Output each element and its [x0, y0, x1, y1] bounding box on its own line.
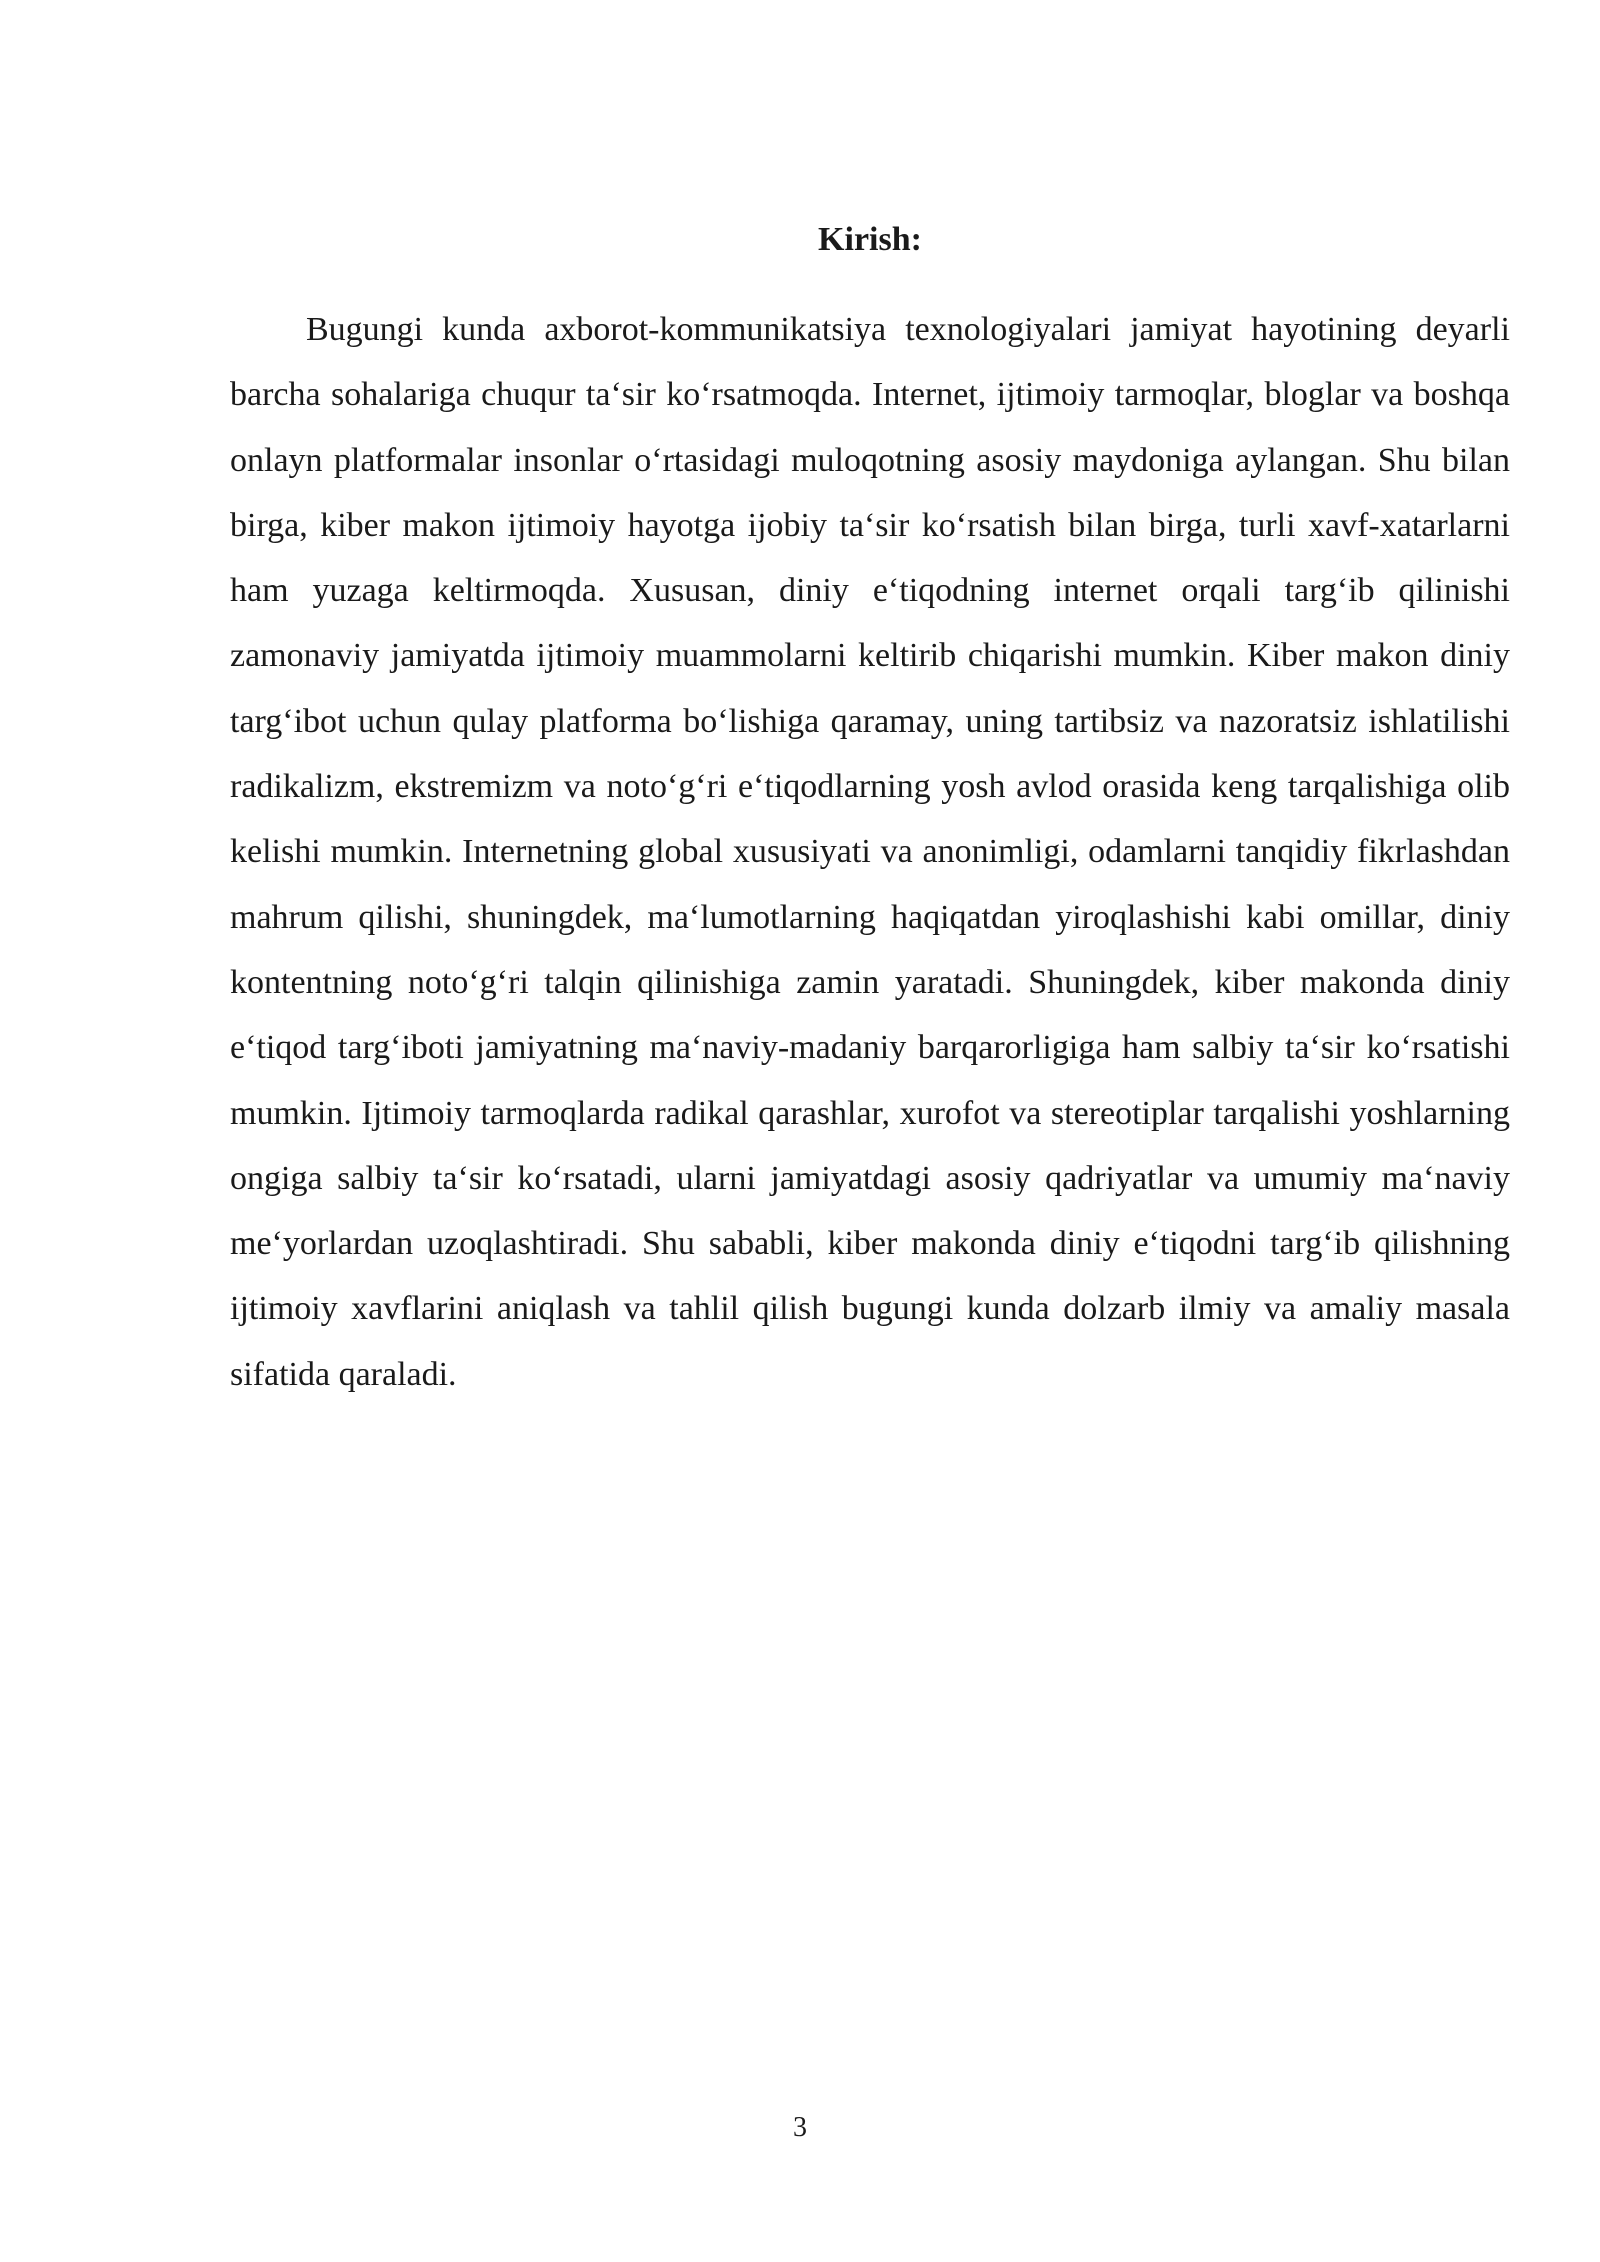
page-number: 3: [793, 2112, 807, 2143]
body-paragraph: Bugungi kunda axborot-kommunikatsiya texnologiyalari jamiyat hayotining deyarli barcha sohalariga chuqur ta‘sir ko‘rsatmoqda. Internet, ijtimoiy tarmoqlar, bloglar va boshqa onlayn platformalar insonlar o‘rtasidagi muloqotning asosiy maydoniga aylangan. Shu bilan birga, kiber makon ijtimoiy hayotga ijobiy ta‘sir ko‘rsatish bilan birga, turli xavf-xatarlarni ham yuzaga keltirmoqda. Xususan, diniy e‘tiqodning internet orqali targ‘ib qilinishi zamonaviy jamiyatda ijtimoiy muammolarni keltirib chiqarishi mumkin. Kiber makon diniy targ‘ibot uchun qulay platforma bo‘lishiga qaramay, uning tartibsiz va nazoratsiz ishlatilishi radikalizm, ekstremizm va noto‘g‘ri e‘tiqodlarning yosh avlod orasida keng tarqalishiga olib kelishi mumkin. Internetning global xususiyati va anonimligi, odamlarni tanqidiy fikrlashdan mahrum qilishi, shuningdek, ma‘lumotlarning haqiqatdan yiroqlashishi kabi omillar, diniy kontentning noto‘g‘ri talqin qilinishiga zamin yaratadi. Shuningdek, kiber makonda diniy e‘tiqod targ‘iboti jamiyatning ma‘naviy-madaniy barqarorligiga ham salbiy ta‘sir ko‘rsatishi mumkin. Ijtimoiy tarmoqlarda radikal qarashlar, xurofot va stereotiplar tarqalishi yoshlarning ongiga salbiy ta‘sir ko‘rsatadi, ularni jamiyatdagi asosiy qadriyatlar va umumiy ma‘naviy me‘yorlardan uzoqlashtiradi. Shu sababli, kiber makonda diniy e‘tiqodni targ‘ib qilishning ijtimoiy xavflarini aniqlash va tahlil qilish bugungi kunda dolzarb ilmiy va amaliy masala sifatida qaraladi.: [230, 311, 1510, 1393]
section-heading: Kirish:: [818, 221, 922, 258]
